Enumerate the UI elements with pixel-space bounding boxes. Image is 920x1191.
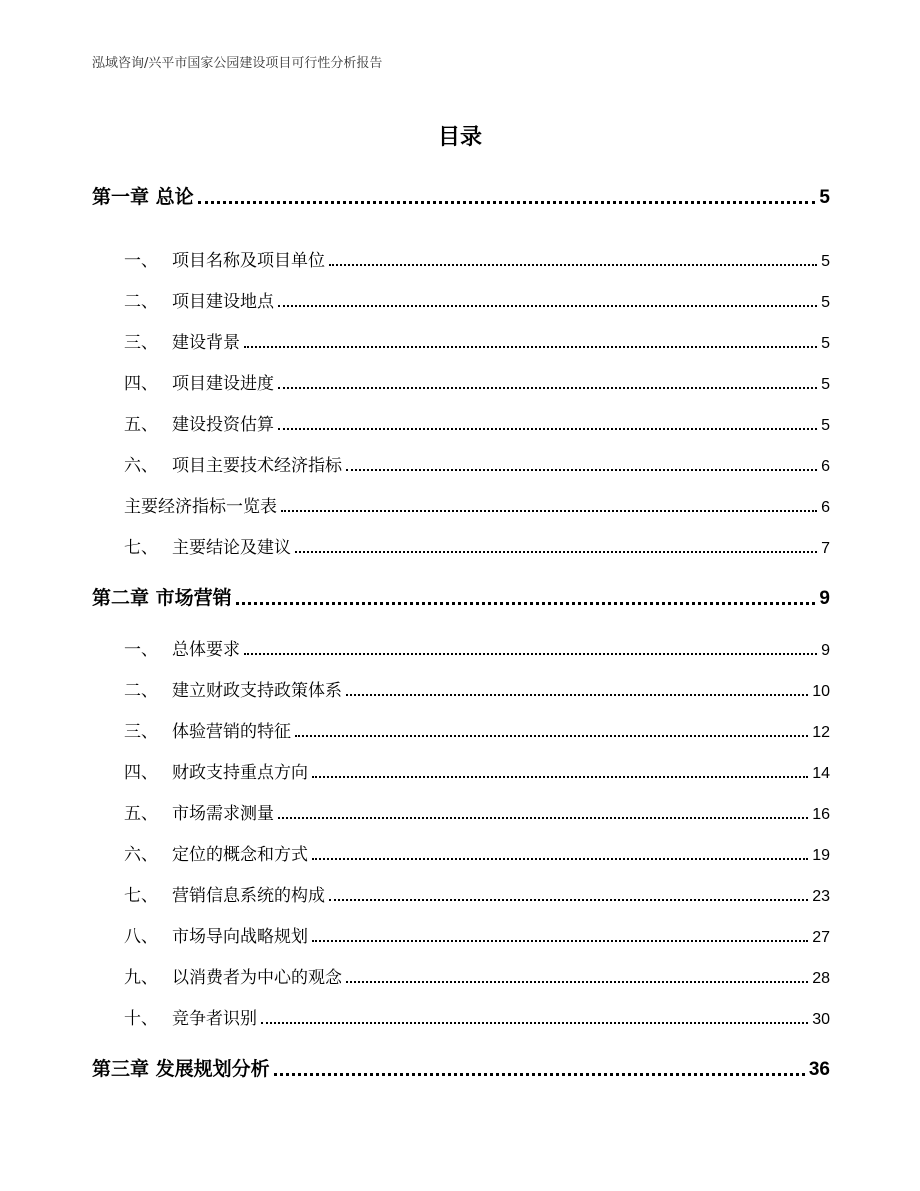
toc-section[interactable] [124, 1003, 830, 1029]
leader-dots [312, 940, 808, 942]
section-label: 七、 营销信息系统的构成 [124, 886, 325, 906]
leader-dots [278, 387, 817, 389]
leader-dots [346, 694, 808, 696]
section-label: 十、 竞争者识别 [124, 1009, 257, 1029]
toc-chapter-2[interactable] [92, 584, 830, 610]
leader-dots [346, 469, 817, 471]
leader-dots [312, 776, 808, 778]
page-title: 目录 [437, 125, 482, 150]
toc-section[interactable] [124, 675, 830, 701]
section-label: 五、 市场需求测量 [124, 804, 274, 824]
leader-dots [198, 201, 816, 204]
page-number: 5 [821, 417, 830, 434]
leader-dots [346, 981, 808, 983]
leader-dots [244, 653, 817, 655]
chapter-label: 第二章 市场营销 [92, 587, 232, 609]
page-number: 16 [812, 806, 830, 823]
leader-dots [295, 735, 808, 737]
leader-dots [278, 817, 808, 819]
page-number: 6 [821, 458, 830, 475]
toc-section[interactable] [124, 880, 830, 906]
section-label: 二、 项目建设地点 [124, 292, 274, 312]
page-number: 19 [812, 847, 830, 864]
section-label: 二、 建立财政支持政策体系 [124, 681, 342, 701]
section-label: 八、 市场导向战略规划 [124, 927, 308, 947]
page-number: 23 [812, 888, 830, 905]
page-number: 9 [819, 588, 830, 609]
page-number: 6 [821, 499, 830, 516]
toc-section[interactable] [124, 327, 830, 353]
section-label: 九、 以消费者为中心的观念 [124, 968, 342, 988]
table-label: 主要经济指标一览表 [124, 497, 277, 517]
section-label: 七、 主要结论及建议 [124, 538, 291, 558]
leader-dots [236, 602, 816, 605]
section-label: 三、 体验营销的特征 [124, 722, 291, 742]
section-label: 一、 项目名称及项目单位 [124, 251, 325, 271]
toc-section[interactable] [124, 245, 830, 271]
page-number: 5 [821, 335, 830, 352]
toc-section[interactable] [124, 839, 830, 865]
toc-section[interactable] [124, 921, 830, 947]
section-label: 一、 总体要求 [124, 640, 240, 660]
toc-section[interactable] [124, 450, 830, 476]
section-label: 六、 项目主要技术经济指标 [124, 456, 342, 476]
section-label: 四、 项目建设进度 [124, 374, 274, 394]
page-number: 7 [821, 540, 830, 557]
page-number: 5 [821, 253, 830, 270]
toc-section[interactable] [124, 368, 830, 394]
leader-dots [274, 1073, 805, 1076]
toc-section[interactable] [124, 532, 830, 558]
toc-table-entry[interactable] [124, 491, 830, 517]
page-number: 12 [812, 724, 830, 741]
toc-section[interactable] [124, 409, 830, 435]
page-number: 36 [808, 1059, 830, 1080]
leader-dots [281, 510, 817, 512]
toc-section[interactable] [124, 962, 830, 988]
leader-dots [295, 551, 817, 553]
leader-dots [312, 858, 808, 860]
chapter-label: 第一章 总论 [92, 186, 194, 208]
toc-chapter-1[interactable] [92, 183, 830, 209]
page-number: 30 [812, 1011, 830, 1028]
toc-section[interactable] [124, 286, 830, 312]
toc-section[interactable] [124, 716, 830, 742]
section-label: 三、 建设背景 [124, 333, 240, 353]
chapter-label: 第三章 发展规划分析 [92, 1058, 270, 1080]
leader-dots [278, 305, 817, 307]
section-label: 六、 定位的概念和方式 [124, 845, 308, 865]
leader-dots [329, 899, 808, 901]
toc-chapter-3[interactable] [92, 1055, 830, 1081]
page-number: 5 [819, 187, 830, 208]
leader-dots [261, 1022, 808, 1024]
section-label: 五、 建设投资估算 [124, 415, 274, 435]
leader-dots [329, 264, 817, 266]
page-number: 27 [812, 929, 830, 946]
page-number: 5 [821, 294, 830, 311]
leader-dots [278, 428, 817, 430]
page-number: 14 [812, 765, 830, 782]
leader-dots [244, 346, 817, 348]
toc-section[interactable] [124, 634, 830, 660]
page-number: 5 [821, 376, 830, 393]
toc-section[interactable] [124, 757, 830, 783]
toc-section[interactable] [124, 798, 830, 824]
page-number: 10 [812, 683, 830, 700]
section-label: 四、 财政支持重点方向 [124, 763, 308, 783]
page-number: 9 [821, 642, 830, 659]
page-number: 28 [812, 970, 830, 987]
running-header: 泓域咨询/兴平市国家公园建设项目可行性分析报告 [92, 56, 383, 71]
